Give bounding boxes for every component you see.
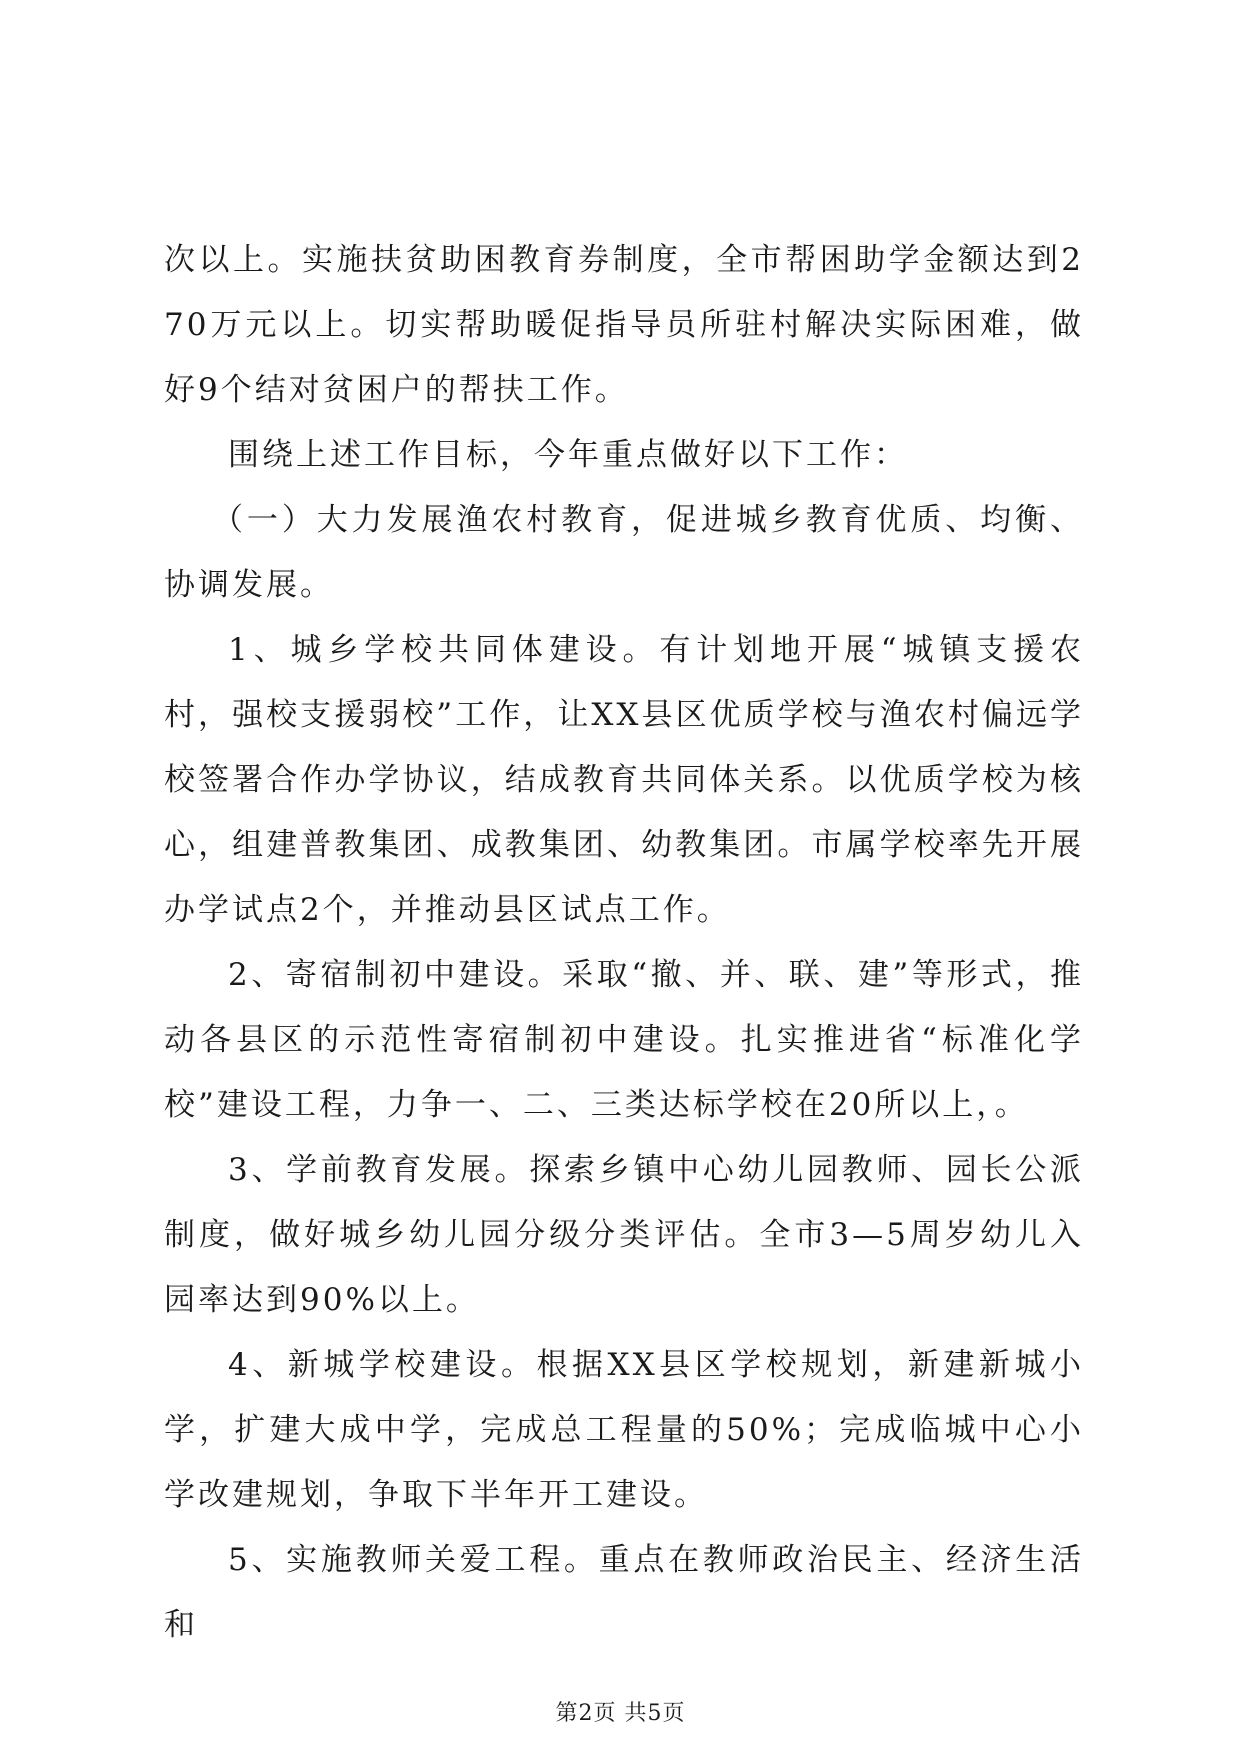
list-item-2: 2、寄宿制初中建设。采取“撤、并、联、建”等形式，推动各县区的示范性寄宿制初中建设。扎实推进省“标准化学校”建设工程，力争一、二、三类达标学校在20所以上，。 — [164, 957, 1084, 1123]
page-number: 第2页 共5页 — [555, 1701, 686, 1726]
paragraph-continuation: 次以上。实施扶贫助困教育券制度，全市帮困助学金额达到270万元以上。切实帮助暖促指导员所驻村解决实际困难，做好9个结对贫困户的帮扶工作。 — [164, 242, 1084, 408]
list-item-4: 4、新城学校建设。根据XX县区学校规划，新建新城小学，扩建大成中学，完成总工程量的50%；完成临城中心小学改建规划，争取下半年开工建设。 — [164, 1347, 1084, 1513]
section-heading-1: （一）大力发展渔农村教育，促进城乡教育优质、均衡、协调发展。 — [164, 502, 1084, 603]
paragraph-intro: 围绕上述工作目标，今年重点做好以下工作： — [228, 437, 908, 473]
page-footer — [0, 1696, 1241, 1727]
list-item-5: 5、实施教师关爱工程。重点在教师政治民主、经济生活和 — [164, 1542, 1084, 1643]
document-body — [164, 228, 1084, 1658]
list-item-3: 3、学前教育发展。探索乡镇中心幼儿园教师、园长公派制度，做好城乡幼儿园分级分类评估。全市3—5周岁幼儿入园率达到90%以上。 — [164, 1152, 1084, 1318]
list-item-1: 1、城乡学校共同体建设。有计划地开展“城镇支援农村，强校支援弱校”工作，让XX县区优质学校与渔农村偏远学校签署合作办学协议，结成教育共同体关系。以优质学校为核心，组建普教集团、成教集团、幼教集团。市属学校率先开展办学试点2个，并推动县区试点工作。 — [164, 632, 1084, 928]
